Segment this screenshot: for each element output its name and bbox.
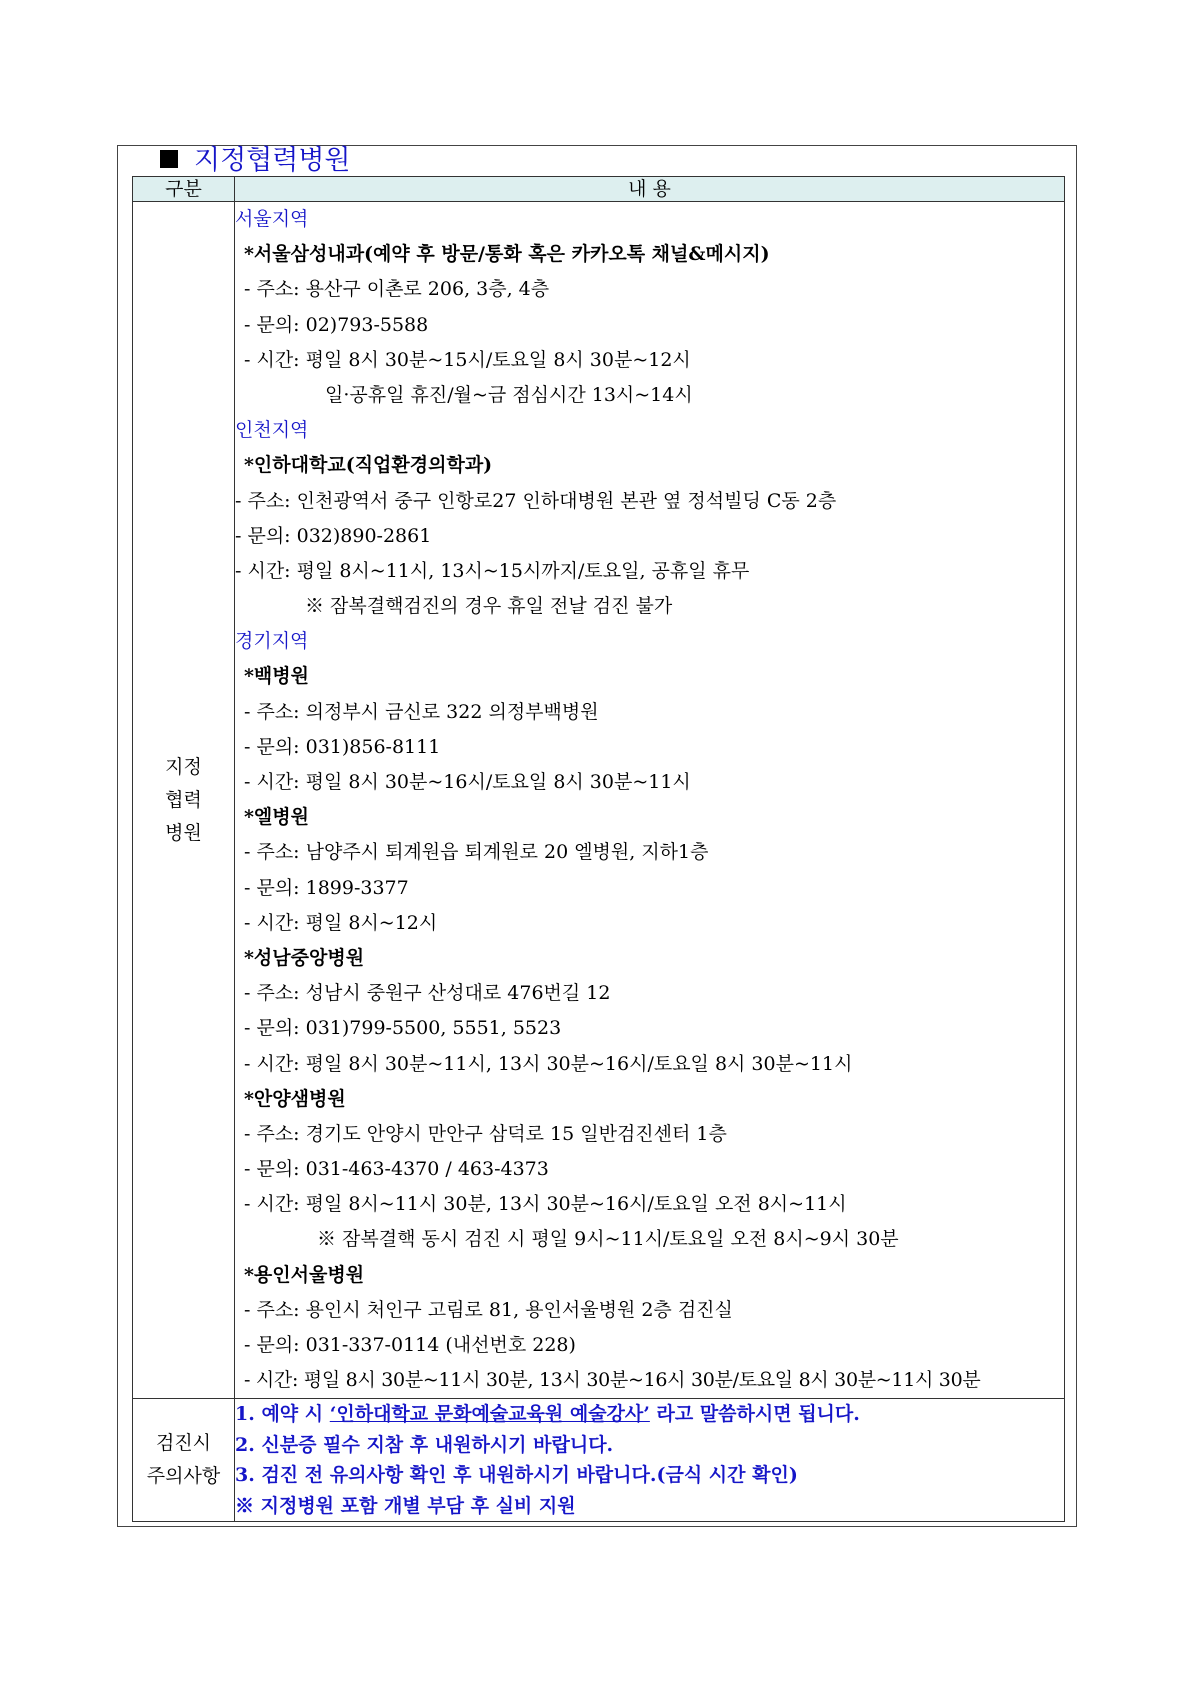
hospital-contact: - 문의: 031-463-4370 / 463-4373 bbox=[244, 1158, 549, 1181]
notice-content bbox=[235, 1399, 1065, 1522]
hospital-contact: - 문의: 032)890-2861 bbox=[235, 524, 432, 547]
header-content: 내 용 bbox=[235, 177, 1065, 202]
hospital-hours: - 시간: 평일 8시~11시, 13시~15시까지/토요일, 공휴일 휴무 bbox=[235, 559, 750, 582]
hospital-hours: - 시간: 평일 8시 30분~15시/토요일 8시 30분~12시 bbox=[244, 348, 691, 371]
region-incheon: 인천지역 bbox=[235, 419, 309, 442]
notice-item-1-post: 라고 말씀하시면 됩니다. bbox=[649, 1403, 860, 1426]
hospital-name: *엘병원 bbox=[244, 806, 309, 829]
hospital-address: - 주소: 용산구 이촌로 206, 3층, 4층 bbox=[244, 278, 550, 301]
notice-item-1-quote: ‘인하대학교 문화예술교육원 예술강사’ bbox=[329, 1403, 650, 1426]
label-line: 협력 bbox=[165, 788, 202, 811]
notice-row bbox=[133, 1399, 1065, 1522]
hospital-table bbox=[132, 176, 1065, 1522]
notice-item-4: ※ 지정병원 포함 개별 부담 후 실비 지원 bbox=[235, 1494, 576, 1517]
hospital-contact: - 문의: 031)799-5500, 5551, 5523 bbox=[244, 1017, 562, 1040]
hospital-address: - 주소: 용인시 처인구 고림로 81, 용인서울병원 2층 검진실 bbox=[244, 1298, 733, 1321]
designated-label bbox=[133, 202, 235, 1399]
hospital-contact: - 문의: 031)856-8111 bbox=[244, 735, 441, 758]
hospital-note: ※ 잠복결핵 동시 검진 시 평일 9시~11시/토요일 오전 8시~9시 30분 bbox=[317, 1228, 899, 1251]
section-title bbox=[160, 144, 351, 178]
hospital-hours: - 시간: 평일 8시 30분~16시/토요일 8시 30분~11시 bbox=[244, 771, 691, 793]
hospital-name: *서울삼성내과(예약 후 방문/통화 혹은 카카오톡 채널&메시지) bbox=[244, 243, 770, 266]
square-bullet-icon bbox=[160, 150, 178, 168]
hospital-hours: - 시간: 평일 8시~11시 30분, 13시 30분~16시/토요일 오전 8시~11시 bbox=[244, 1193, 847, 1216]
hospital-address: - 주소: 성남시 중원구 산성대로 476번길 12 bbox=[244, 982, 611, 1005]
notice-label bbox=[133, 1399, 235, 1522]
label-line: 지정 bbox=[165, 755, 202, 778]
hospital-name: *성남중앙병원 bbox=[244, 946, 365, 969]
hospital-hours-extra: 일·공휴일 휴진/월~금 점심시간 13시~14시 bbox=[325, 383, 693, 406]
hospital-address: - 주소: 의정부시 금신로 322 의정부백병원 bbox=[244, 700, 599, 723]
hospital-name: *안양샘병원 bbox=[244, 1087, 346, 1110]
table-header-row bbox=[133, 177, 1065, 202]
hospital-hours: - 시간: 평일 8시~12시 bbox=[244, 911, 438, 934]
label-line: 병원 bbox=[165, 821, 202, 844]
label-line: 주의사항 bbox=[146, 1465, 221, 1488]
section-title-text: 지정협력병원 bbox=[194, 145, 351, 176]
designated-content bbox=[235, 202, 1065, 1399]
notice-item-2: 2. 신분증 필수 지참 후 내원하시기 바랍니다. bbox=[235, 1433, 614, 1456]
hospital-address: - 주소: 경기도 안양시 만안구 삼덕로 15 일반검진센터 1층 bbox=[244, 1122, 727, 1145]
hospital-address: - 주소: 남양주시 퇴계원읍 퇴계원로 20 엘병원, 지하1층 bbox=[244, 841, 709, 864]
hospital-name: *인하대학교(직업환경의학과) bbox=[244, 454, 493, 477]
hospital-hours: - 시간: 평일 8시 30분~11시 30분, 13시 30분~16시 30분/토요일 8시 30분~11시 30분 bbox=[244, 1369, 981, 1392]
hospital-address: - 주소: 인천광역서 중구 인항로27 인하대병원 본관 옆 정석빌딩 C동 2층 bbox=[235, 489, 837, 512]
hospital-hours: - 시간: 평일 8시 30분~11시, 13시 30분~16시/토요일 8시 30분~11시 bbox=[244, 1052, 853, 1075]
hospital-name: *용인서울병원 bbox=[244, 1263, 365, 1286]
designated-row bbox=[133, 202, 1065, 1399]
hospital-name: *백병원 bbox=[244, 665, 309, 688]
region-seoul: 서울지역 bbox=[235, 208, 309, 230]
notice-item-3: 3. 검진 전 유의사항 확인 후 내원하시기 바랍니다.(금식 시간 확인) bbox=[235, 1464, 798, 1487]
hospital-contact: - 문의: 031-337-0114 (내선번호 228) bbox=[244, 1334, 576, 1356]
header-category: 구분 bbox=[133, 177, 235, 202]
notice-item-1 bbox=[235, 1399, 1064, 1430]
hospital-note: ※ 잠복결핵검진의 경우 휴일 전날 검진 불가 bbox=[305, 595, 673, 618]
hospital-contact: - 문의: 02)793-5588 bbox=[244, 313, 429, 336]
hospital-contact: - 문의: 1899-3377 bbox=[244, 876, 409, 899]
notice-item-1-pre: 1. 예약 시 bbox=[235, 1403, 330, 1426]
region-gyeonggi: 경기지역 bbox=[235, 630, 309, 653]
label-line: 검진시 bbox=[155, 1432, 212, 1455]
